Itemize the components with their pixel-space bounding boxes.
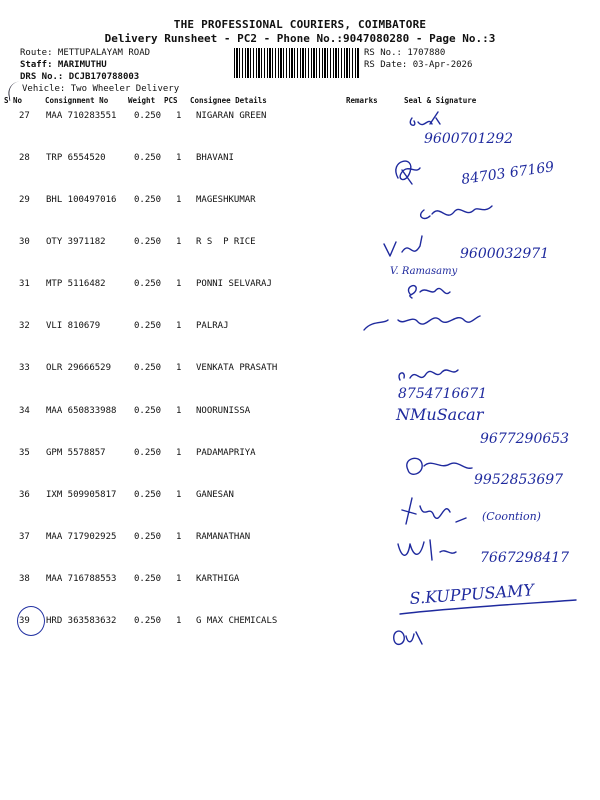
row-pcs: 1 [176, 195, 182, 205]
row-consignment: OLR 29666529 [46, 363, 112, 373]
row-sno: 30 [19, 237, 30, 247]
row-consignment: BHL 100497016 [46, 195, 117, 205]
company-title: THE PROFESSIONAL COURIERS, COIMBATORE [173, 18, 427, 31]
row-consignee: R S P RICE [196, 237, 256, 247]
row-pcs: 1 [176, 616, 182, 626]
vehicle-label: Vehicle: Two Wheeler Delivery [22, 84, 180, 94]
row-consignee: NOORUNISSA [196, 406, 251, 416]
row-sno: 35 [19, 448, 30, 458]
row-pcs: 1 [176, 406, 182, 416]
phone-27: 9600701292 [424, 131, 514, 147]
row-weight: 0.250 [134, 448, 162, 458]
phone-37: 7667298417 [480, 550, 570, 566]
row-consignee: BHAVANI [196, 153, 234, 163]
row-pcs: 1 [176, 532, 182, 542]
phone-33: 8754716671 [398, 386, 488, 402]
row-consignee: RAMANATHAN [196, 532, 251, 542]
signature-39 [394, 631, 422, 644]
signature-35 [407, 458, 472, 474]
row-pcs: 1 [176, 321, 182, 331]
signature-29 [421, 206, 492, 218]
row-sno: 37 [19, 532, 30, 542]
row-weight: 0.250 [134, 195, 162, 205]
row-consignee: VENKATA PRASATH [196, 363, 278, 373]
col-remarks: Remarks [346, 96, 378, 105]
row-consignment: GPM 5578857 [46, 448, 106, 458]
row-pcs: 1 [176, 153, 182, 163]
rs-date: RS Date: 03-Apr-2026 [364, 60, 473, 70]
row-consignment: HRD 363583632 [46, 616, 117, 626]
signature-28 [396, 161, 420, 184]
row-consignment: MAA 717902925 [46, 532, 117, 542]
signature-36 [402, 498, 466, 524]
note-36: (Coontion) [482, 510, 541, 523]
row-pcs: 1 [176, 237, 182, 247]
signature-33 [399, 370, 458, 380]
row-sno: 32 [19, 321, 30, 331]
row-pcs: 1 [176, 279, 182, 289]
row-consignment: TRP 6554520 [46, 153, 106, 163]
col-sno: S No [4, 96, 23, 105]
row-consignment: MTP 5116482 [46, 279, 106, 289]
drs-number: DRS No.: DCJB170788003 [20, 72, 140, 82]
row-sno: 29 [19, 195, 30, 205]
row-consignment: MAA 710283551 [46, 111, 117, 121]
col-seal: Seal & Signature [404, 96, 477, 105]
row-sno: 39 [19, 616, 30, 626]
row-weight: 0.250 [134, 616, 162, 626]
col-pcs: PCS [164, 96, 178, 105]
rs-number: RS No.: 1707880 [364, 48, 446, 58]
numbers-28: 84703 67169 [460, 159, 556, 188]
row-sno: 27 [19, 111, 30, 121]
row-sno: 31 [19, 279, 30, 289]
name-38: S.KUPPUSAMY [408, 580, 535, 608]
signature-37 [398, 540, 456, 560]
row-weight: 0.250 [134, 111, 162, 121]
row-weight: 0.250 [134, 574, 162, 584]
col-consignment: Consignment No [45, 96, 109, 105]
row-consignee: G MAX CHEMICALS [196, 616, 278, 626]
row-consignee: GANESAN [196, 490, 234, 500]
row-consignment: OTY 3971182 [46, 237, 106, 247]
row-weight: 0.250 [134, 153, 162, 163]
row-sno: 34 [19, 406, 30, 416]
signature-27 [410, 112, 440, 125]
row-sno: 28 [19, 153, 30, 163]
phone-34: 9677290653 [480, 431, 570, 447]
row-weight: 0.250 [134, 279, 162, 289]
runsheet-title: Delivery Runsheet - PC2 - Phone No.:9047080280 - Page No.:3 [104, 32, 496, 45]
row-weight: 0.250 [134, 406, 162, 416]
row-pcs: 1 [176, 490, 182, 500]
signature-32 [364, 316, 480, 330]
name-30: V. Ramasamy [390, 266, 458, 277]
row-consignment: MAA 716788553 [46, 574, 117, 584]
row-weight: 0.250 [134, 532, 162, 542]
row-weight: 0.250 [134, 490, 162, 500]
route-label: Route: METTUPALAYAM ROAD [20, 48, 151, 58]
row-consignee: MAGESHKUMAR [196, 195, 256, 205]
row-pcs: 1 [176, 111, 182, 121]
row-consignee: KARTHIGA [196, 574, 240, 584]
row-pcs: 1 [176, 448, 182, 458]
phone-30: 9600032971 [460, 246, 550, 262]
row-consignment: MAA 650833988 [46, 406, 117, 416]
row-sno: 38 [19, 574, 30, 584]
row-weight: 0.250 [134, 321, 162, 331]
row-consignee: NIGARAN GREEN [196, 111, 267, 121]
row-consignee: PALRAJ [196, 321, 229, 331]
phone-35: 9952853697 [474, 472, 564, 488]
col-weight: Weight [128, 96, 156, 105]
signature-31 [408, 286, 450, 298]
row-weight: 0.250 [134, 237, 162, 247]
col-consignee: Consignee Details [190, 96, 267, 105]
row-consignment: VLI 810679 [46, 321, 101, 331]
name-34: NMuSacar [396, 405, 484, 424]
row-consignment: IXM 509905817 [46, 490, 117, 500]
row-pcs: 1 [176, 574, 182, 584]
signature-30 [384, 236, 422, 256]
row-weight: 0.250 [134, 363, 162, 373]
row-consignee: PONNI SELVARAJ [196, 279, 272, 289]
row-consignee: PADAMAPRIYA [196, 448, 256, 458]
row-sno: 36 [19, 490, 30, 500]
row-sno: 33 [19, 363, 30, 373]
staff-label: Staff: MARIMUTHU [20, 60, 107, 70]
row-pcs: 1 [176, 363, 182, 373]
